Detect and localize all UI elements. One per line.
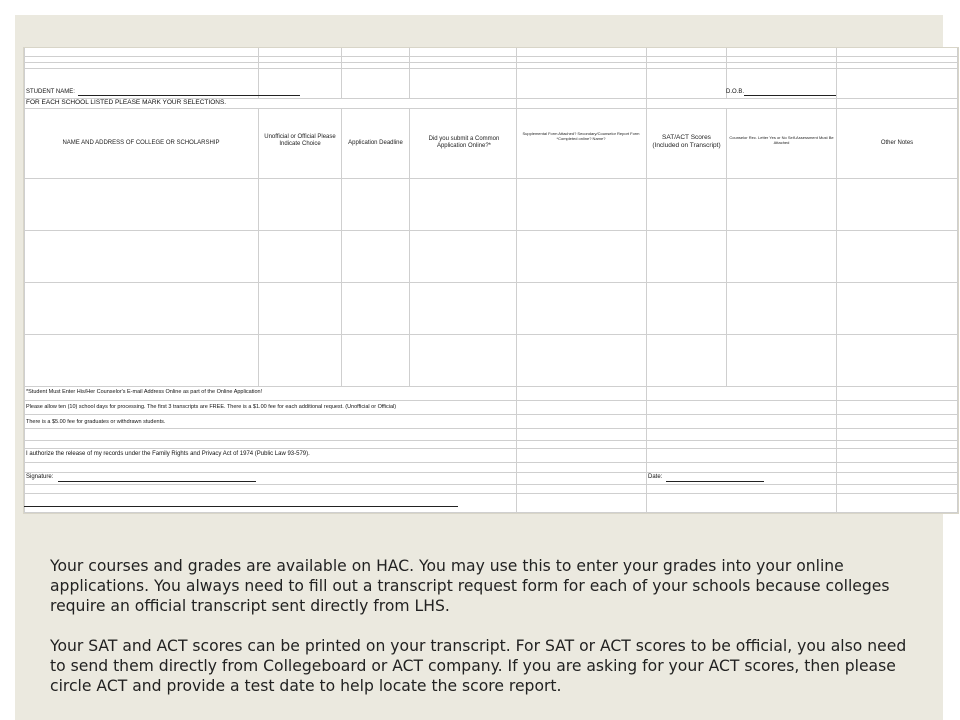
authorization-statement: I authorize the release of my records under the Family Rights and Privacy Act of 1974 (Public Law 93-579). bbox=[26, 451, 310, 457]
transcript-request-form bbox=[24, 48, 958, 513]
bottom-rule bbox=[24, 506, 458, 507]
date-label: Date: bbox=[648, 474, 663, 480]
column-header-sat-act: SAT/ACT Scores (Included on Transcript) bbox=[652, 134, 721, 149]
date-field[interactable] bbox=[666, 481, 764, 482]
dob-field[interactable] bbox=[744, 95, 836, 96]
column-header-transcript-type: Unofficial or Official Please Indicate Choice bbox=[264, 134, 336, 148]
student-name-field[interactable] bbox=[78, 95, 300, 96]
column-header-deadline: Application Deadline bbox=[348, 140, 403, 146]
column-header-college: NAME AND ADDRESS OF COLLEGE OR SCHOLARSHIP bbox=[62, 140, 220, 146]
processing-fee-note: Please allow ten (10) school days for processing. The first 3 transcripts are FREE. There is a $1.00 fee for each additional request. (Unofficial or Official) bbox=[26, 404, 397, 410]
counselor-email-note: *Student Must Enter His/Her Counselor's E-mail Address Online as part of the Online Application! bbox=[26, 389, 263, 395]
hac-paragraph: Your courses and grades are available on HAC. You may use this to enter your grades into your online applications. You always need to fill out a transcript request form for each of your schools because colleges require an official transcript sent directly from LHS. bbox=[50, 557, 890, 615]
dob-label: D.O.B. bbox=[726, 89, 745, 95]
student-name-label: STUDENT NAME: bbox=[26, 89, 75, 95]
column-header-other-notes: Other Notes bbox=[880, 140, 914, 146]
graduate-fee-note: There is a $5.00 fee for graduates or withdrawn students. bbox=[26, 419, 166, 425]
instruction-text: FOR EACH SCHOOL LISTED PLEASE MARK YOUR SELECTIONS. bbox=[26, 99, 227, 106]
column-header-supplemental: Supplemental Form Attached? Secondary/Counselor Report Form *Completed online? Name? bbox=[522, 131, 640, 141]
signature-field[interactable] bbox=[58, 481, 256, 482]
column-header-counselor-rec: Counselor Rec. Letter Yes or No Self-Assessment Must Be Attached bbox=[729, 135, 834, 145]
column-header-common-app: Did you submit a Common Application Online?* bbox=[428, 136, 500, 150]
signature-label: Signature: bbox=[26, 474, 54, 480]
sat-act-paragraph: Your SAT and ACT scores can be printed on your transcript. For SAT or ACT scores to be official, you also need to send them directly from Collegeboard or ACT company. If you are asking for your ACT scores, then please circle ACT and provide a test date to help locate the score report. bbox=[50, 637, 907, 695]
